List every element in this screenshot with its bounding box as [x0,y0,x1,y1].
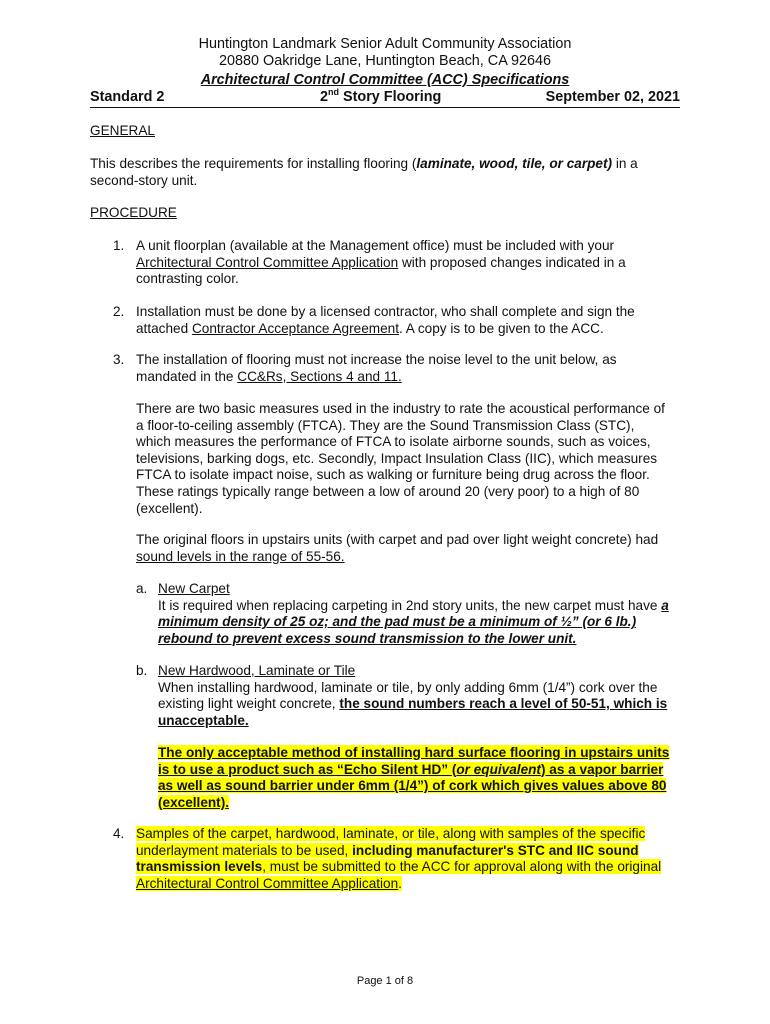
association-address: 20880 Oakridge Lane, Huntington Beach, CA 92646 [218,53,552,69]
standard-date: September 02, 2021 [545,89,680,105]
standard-number: Standard 2 [90,89,165,105]
sub-item-a-text: New Carpet It is required when replacing carpeting in 2nd story units, the new carpet must have a minimum density of 25 oz; and the pad must be a minimum of ½” (or 6 lb.) rebound to prevent excess sound transmission to the lower unit. [158,581,669,646]
highlighted-requirement: The only acceptable method of installing hard surface flooring in upstairs units is to use a product such as “Echo Silent HD” (or equivalent) as a vapor barrier as well as sound barrier under 6mm (1/4”) of cork which gives values above 80 (excellent). [158,745,670,810]
item-2-number: 2. [113,304,125,319]
general-text: This describes the requirements for installing flooring (laminate, wood, tile, or carpet) in a second-story unit. [90,156,638,188]
item-2-text: Installation must be done by a licensed contractor, who shall complete and sign the attached Contractor Acceptance Agreement. A copy is to be given to the ACC. [136,304,635,336]
page-number: Page 1 of 8 [356,975,414,987]
sub-item-b-text: New Hardwood, Laminate or Tile When installing hardwood, laminate or tile, by only adding 6mm (1/4”) cork over the existing light weight concrete, the sound numbers reach a level of 50-51, which is unacceptable. [158,663,668,728]
acc-application-link-2: Architectural Control Committee Application [136,875,399,891]
acc-application-link: Architectural Control Committee Application [136,254,399,270]
sub-item-a-letter: a. [136,581,148,596]
standard-subject: 2nd Story Flooring [320,87,442,105]
item-1-text: A unit floorplan (available at the Management office) must be included with your Architectural Control Committee Application with proposed changes indicated in a contrasting color. [136,238,626,287]
contractor-agreement-link: Contractor Acceptance Agreement [191,320,399,336]
sub-item-b-letter: b. [136,663,148,678]
committee-title: Architectural Control Committee (ACC) Specifications [200,72,570,88]
item-3-number: 3. [113,352,125,367]
acoustical-paragraph: There are two basic measures used in the industry to rate the acoustical performance of a floor-to-ceiling assembly (FTCA). They are the Sound Transmission Class (STC), which measures the performance of FTCA to isolate airborne sounds, such as voices, televisions, barking dogs, etc. Secondly, Impact Insulation Class (IIC), which measures FTCA to isolate impact noise, such as walking or furniture being drug across the floor. These ratings typically range between a low of around 20 (very poor) to a high of 80 (excellent). [136,401,665,516]
item-4-text: Samples of the carpet, hardwood, laminate, or tile, along with samples of the specific underlayment materials to be used, including manufacturer's STC and IIC sound transmission levels, must be submitted to the ACC for approval along with the original Architectural Control Committee Application. [136,826,662,891]
original-floors-paragraph: The original floors in upstairs units (with carpet and pad over light weight concrete) had sound levels in the range of 55-56. [136,532,659,564]
general-heading: GENERAL [90,123,155,138]
item-3-text: The installation of flooring must not increase the noise level to the unit below, as mandated in the CC&Rs, Sections 4 and 11. [136,352,617,384]
association-name: Huntington Landmark Senior Adult Community Association [198,36,572,52]
item-1-number: 1. [113,238,125,253]
item-4-number: 4. [113,826,125,841]
procedure-heading: PROCEDURE [90,205,177,220]
ccrs-link: CC&Rs, Sections 4 and 11. [237,368,402,384]
standard-row [90,89,680,108]
